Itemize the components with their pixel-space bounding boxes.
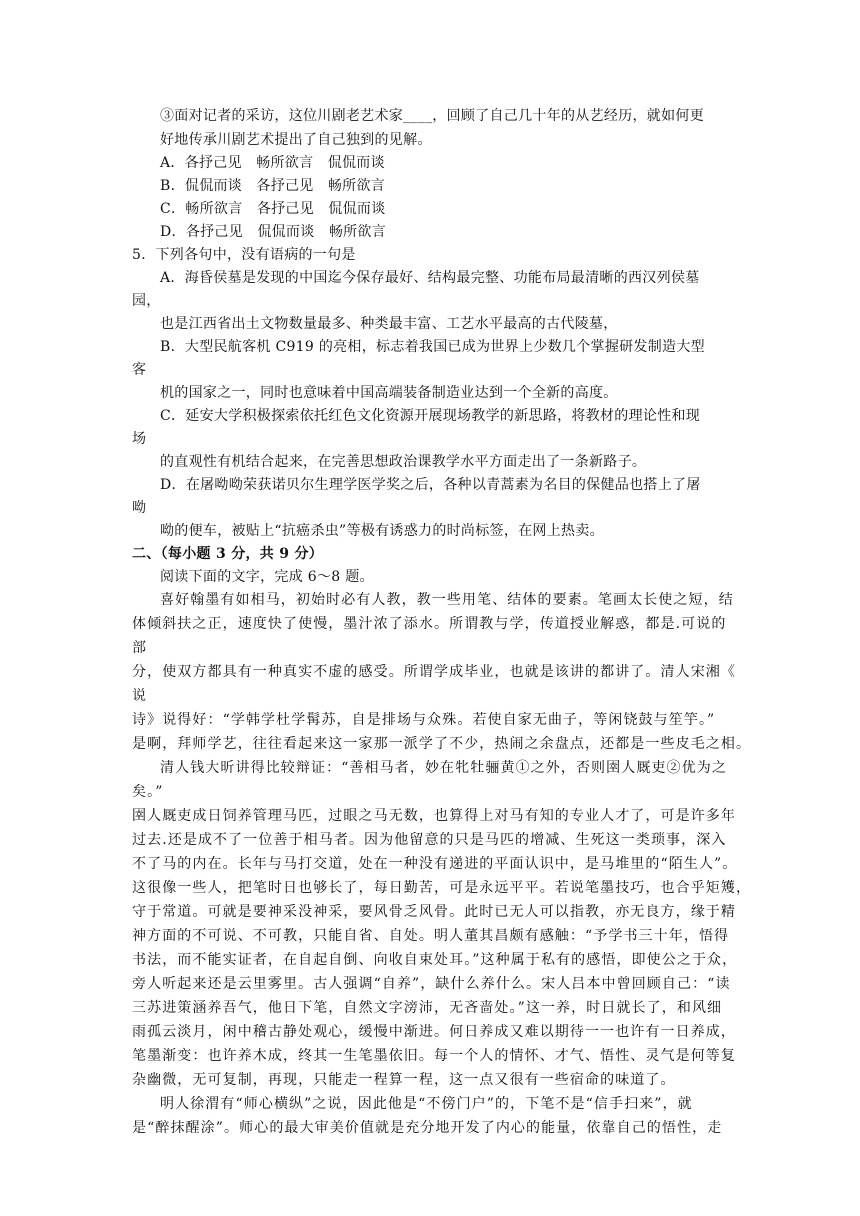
q5-option-d-line3: 呦的便车，被贴上“抗癌杀虫”等极有诱惑力的时尚标签，在网上热卖。 [160,523,604,539]
passage-line: 守于常道。可就是要神采没神采，要风骨乏风骨。此时已无人可以指教，亦无良方，缘于精 [132,904,736,920]
q5-option-b-line1: B．大型民航客机 C919 的亮相，标志着我国已成为世界上少数几个掌握研发制造大型 [160,339,705,355]
q4-option-d: D．各抒己见 侃侃而谈 畅所欲言 [160,224,387,240]
q5-option-c-line3: 的直观性有机结合起来，在完善思想政治课教学水平方面走出了一条新路子。 [160,454,647,470]
q5-option-a-line3: 也是江西省出土文物数量最多、种类最丰富、工艺水平最高的古代陵墓， [160,316,618,332]
passage-line: 说 [132,688,148,704]
passage-line: 明人徐渭有“师心横纵”之说，因此他是“不傍门户”的，下笔不是“信手扫来”，就 [160,1096,693,1112]
section-instruction: 阅读下面的文字，完成 6～8 题。 [160,569,374,585]
passage-line: 喜好翰墨有如相马，初始时必有人教，教一些用笔、结体的要素。笔画太长使之短，结 [160,592,734,608]
q4-option-b: B．侃侃而谈 各抒己见 畅所欲言 [160,178,386,194]
q5-option-a-line2: 园， [132,293,161,309]
passage-line: 雨孤云淡月，闲中稽古静处观心，缓慢中渐进。何日养成又难以期待一一也许有一日养成， [132,1024,736,1040]
passage-line: 笔墨渐变：也许养木成，终其一生笔墨依旧。每一个人的情怀、才气、悟性、灵气是何等复 [132,1048,736,1064]
passage-line: 旁人听起来还是云里雾里。古人强调“自养”，缺什么养什么。宋人吕本中曾回顾自己：“读 [132,976,731,992]
q5-stem: 5．下列各句中，没有语病的一句是 [132,247,356,263]
passage-line: 不了马的内在。长年与马打交道，处在一种没有递进的平面认识中，是马堆里的“陌生人”。 [132,856,738,872]
passage-line: 过去.还是成不了一位善于相马者。因为他留意的只是马匹的增减、生死这一类琐事，深入 [132,832,727,848]
passage-line: 清人钱大昕讲得比较辩证：“善相马者，妙在牝牡骊黄①之外，否则圉人厩吏②优为之 [160,760,727,776]
q5-option-a-line1: A．海昏侯墓是发现的中国迄今保存最好、结构最完整、功能布局最清晰的西汉列侯墓 [160,270,700,286]
q5-option-d-line2: 呦 [132,500,147,516]
section-heading: 二、（每小题 3 分，共 9 分） [132,546,324,562]
q4-option-a: A．各抒己见 畅所欲言 侃侃而谈 [160,155,385,171]
passage-line: 书法，而不能实证者，在自起自倒、向收自束处耳。”这种属于私有的感悟，即使公之于众， [132,952,738,968]
q4-item3-line1: ③面对记者的采访，这位川剧老艺术家____，回顾了自己几十年的从艺经历，就如何更 [160,108,704,124]
passage-line: 部 [132,640,148,656]
q5-option-b-line2: 客 [132,362,147,378]
passage-line: 体倾斜扶之正，速度快了使慢，墨汁浓了添水。所谓教与学，传道授业解惑，都是.可说的 [132,616,727,632]
q5-option-c-line2: 场 [132,431,147,447]
passage-line: 三苏进策涵养吾气，他日下笔，自然文字滂沛，无吝啬处。”这一养，时日就长了，和风细 [132,1000,723,1016]
passage-line: 圉人厩吏成日饲养管理马匹，过眼之马无数，也算得上对马有知的专业人才了，可是许多年 [132,808,736,824]
passage-line: 矣。” [132,784,164,800]
q5-option-c-line1: C．延安大学积极探索依托红色文化资源开展现场教学的新思路，将教材的理论性和现 [160,408,701,424]
passage-line: 是“醉抹醒涂”。师心的最大审美价值就是充分地开发了内心的能量，依靠自己的悟性，走 [132,1120,723,1136]
passage-line: 杂幽微，无可复制，再现，只能走一程算一程，这一点又很有一些宿命的味道了。 [132,1072,676,1088]
passage-line: 这很像一些人，把笔时日也够长了，每日勤苦，可是永远平平。若说笔墨技巧，也合乎矩矱， [132,880,752,896]
passage-line: 是啊，拜师学艺，往往看起来这一家那一派学了不少，热闹之余盘点，还都是一些皮毛之相。 [132,736,752,752]
q5-option-d-line1: D．在屠呦呦荣获诺贝尔生理学医学奖之后，各种以青蒿素为名目的保健品也搭上了屠 [160,477,701,493]
passage-line: 分，使双方都具有一种真实不虚的感受。所谓学成毕业，也就是该讲的都讲了。清人宋湘《 [132,664,736,680]
q4-option-c: C．畅所欲言 各抒己见 侃侃而谈 [160,201,386,217]
passage-line: 诗》说得好：“学韩学杜学髯苏，自是排场与众殊。若使自家无曲子，等闲铙鼓与笙竽。” [132,712,716,728]
q4-item3-line2: 好地传承川剧艺术提出了自己独到的见解。 [160,132,432,148]
passage-line: 神方面的不可说、不可教，只能自省、自处。明人董其昌颇有感触：“予学书三十年，悟得 [132,928,730,944]
q5-option-b-line3: 机的国家之一，同时也意味着中国高端装备制造业达到一个全新的高度。 [160,385,618,401]
